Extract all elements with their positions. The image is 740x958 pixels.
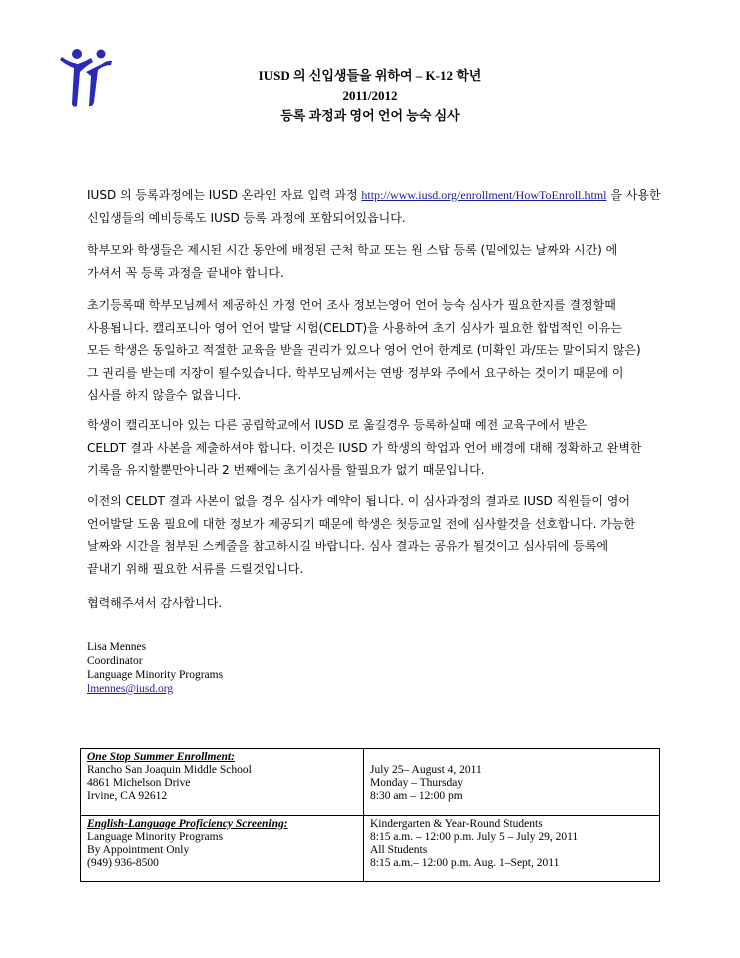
paragraph-5 — [87, 490, 667, 580]
document-header — [0, 66, 740, 126]
p3-line-2: 사용됩니다. 캘리포니아 영어 언어 발달 시험(CELDT)을 사용하여 초기 심사가 필요한 합법적인 이유는 — [87, 320, 622, 335]
paragraph-6 — [87, 592, 667, 615]
p3-line-3: 모든 학생은 동일하고 적절한 교육을 받을 권리가 있으나 영어 언어 한계로 (미확인 과/또는 말이되지 않은) — [87, 343, 641, 357]
enrollment-info-table — [80, 748, 660, 882]
p1-text-b: 을 사용한 — [606, 188, 661, 202]
p5-line-4: 끝내기 위해 필요한 서류를 드릴것입니다. — [87, 561, 304, 576]
summer-location-line: Rancho San Joaquin Middle School — [87, 764, 252, 776]
p3-line-4: 그 권리를 받는데 지장이 될수있습니다. 학부모님께서는 연방 정부와 주에서 요구하는 것이기 때문에 이 — [87, 365, 624, 380]
p1-text-c: 신입생들의 예비등록도 IUSD 등록 과정에 포함되어있읍니다. — [87, 210, 406, 225]
screening-phone: (949) 936-8500 — [87, 856, 159, 869]
p1-text-a: IUSD 의 등록과정에는 IUSD 온라인 자료 입력 과정 — [87, 188, 362, 202]
enroll-link[interactable]: http://www.iusd.org/enrollment/HowToEnroll.html — [361, 188, 607, 202]
paragraph-1 — [87, 184, 667, 229]
screening-heading: English-Language Proficiency Screening: — [87, 817, 288, 830]
screening-time-1: 8:15 a.m. – 12:00 p.m. July 5 – July 29, 2011 — [370, 830, 579, 843]
paragraph-2 — [87, 239, 667, 284]
signer-name: Lisa Mennes — [87, 641, 147, 653]
summer-hours: 8:30 am – 12:00 pm — [370, 790, 463, 802]
summer-days: Monday – Thursday — [370, 777, 464, 789]
p4-line-1: 학생이 캘리포니아 있는 다른 공립학교에서 IUSD 로 옮길경우 등록하실때 예전 교육구에서 받은 — [87, 418, 588, 432]
signer-dept: Language Minority Programs — [87, 669, 224, 681]
summer-schedule-cell — [364, 749, 660, 816]
summer-dates: July 25– August 4, 2011 — [370, 764, 482, 776]
screening-appointment: By Appointment Only — [87, 843, 190, 856]
screening-schedule-cell — [364, 815, 660, 882]
closing-thanks: 협력해주셔서 감사합니다. — [87, 596, 223, 610]
p2-line-2: 가셔서 꼭 등록 과정을 끝내야 합니다. — [87, 265, 284, 280]
summer-enrollment-heading: One Stop Summer Enrollment: — [87, 751, 235, 763]
header-year: 2011/2012 — [342, 88, 398, 103]
summer-address-line: 4861 Michelson Drive — [87, 777, 191, 789]
summer-city-line: Irvine, CA 92612 — [87, 790, 168, 802]
p4-line-3: 기록을 유지할뿐만아니라 2 번째에는 초기심사를 할필요가 없기 때문입니다. — [87, 463, 485, 477]
p5-line-1: 이전의 CELDT 결과 사본이 없을 경우 심사가 예약이 됩니다. 이 심사과정의 결과로 IUSD 직원들이 영어 — [87, 494, 630, 508]
p2-line-1: 학부모와 학생들은 제시된 시간 동안에 배정된 근처 학교 또는 원 스탑 등록 (밑에있는 날짜와 시간) 에 — [87, 243, 618, 257]
p3-line-1: 초기등록때 학부모님께서 제공하신 가정 언어 조사 정보는영어 언어 능숙 심사가 필요한지를 결정할때 — [87, 298, 616, 312]
p4-line-2: CELDT 결과 사본을 제출하셔야 합니다. 이것은 IUSD 가 학생의 학업과 언어 배경에 대해 정확하고 완벽한 — [87, 440, 642, 455]
header-title: IUSD 의 신입생들을 위하여 – K-12 학년 — [258, 68, 482, 83]
screening-group-2: All Students — [370, 843, 428, 856]
screening-time-2: 8:15 a.m.– 12:00 p.m. Aug. 1–Sept, 2011 — [370, 856, 560, 869]
paragraph-4 — [87, 414, 667, 482]
p5-line-2: 언어발달 도움 필요에 대한 정보가 제공되기 때문에 학생은 첫등교일 전에 심사할것을 선호합니다. 가능한 — [87, 516, 636, 531]
signature-block — [87, 640, 223, 696]
header-subtitle: 등록 과정과 영어 언어 능숙 심사 — [280, 108, 460, 123]
signer-email-link[interactable]: lmennes@iusd.org — [87, 683, 174, 695]
screening-group-1: Kindergarten & Year-Round Students — [370, 817, 543, 830]
summer-enrollment-cell — [81, 749, 364, 816]
p3-line-5: 심사를 하지 않을수 없읍니다. — [87, 388, 242, 402]
screening-cell — [81, 815, 364, 882]
signer-title: Coordinator — [87, 655, 143, 667]
p5-line-3: 날짜와 시간을 첨부된 스케줄을 참고하시길 바랍니다. 심사 결과는 공유가 될것이고 심사뒤에 등록에 — [87, 539, 609, 553]
paragraph-3 — [87, 294, 667, 407]
screening-dept: Language Minority Programs — [87, 830, 224, 843]
